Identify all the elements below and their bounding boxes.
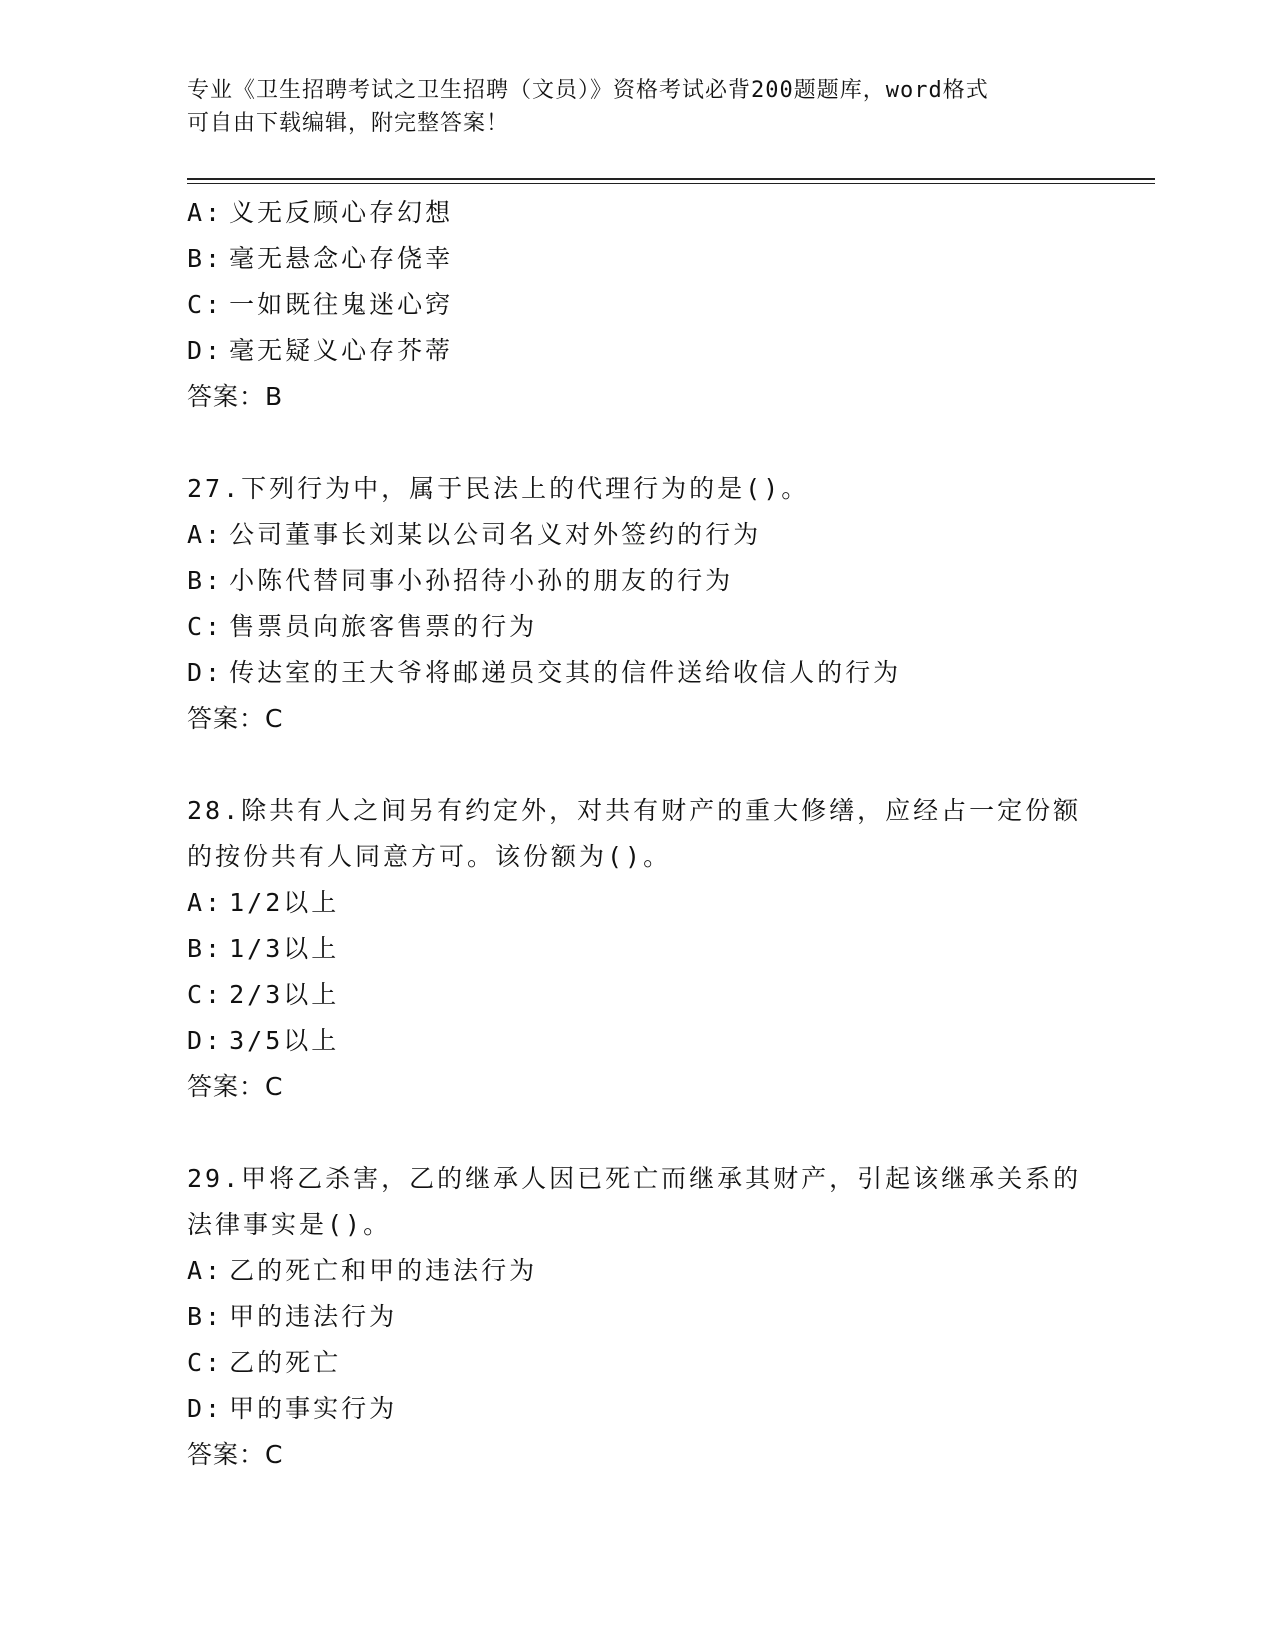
option-text: 义无反顾心存幻想 xyxy=(229,198,454,227)
option-d xyxy=(187,650,1087,696)
option-b xyxy=(187,1294,1087,1340)
option-label: B: xyxy=(187,934,224,963)
question-block-29 xyxy=(187,1156,1087,1478)
question-block-26 xyxy=(187,190,1087,420)
question-block-27 xyxy=(187,466,1087,742)
option-text: 甲的违法行为 xyxy=(229,1302,398,1331)
option-b xyxy=(187,558,1087,604)
option-d xyxy=(187,1018,1087,1064)
option-text: 小陈代替同事小孙招待小孙的朋友的行为 xyxy=(229,566,734,595)
header-line-1: 专业《卫生招聘考试之卫生招聘（文员）》资格考试必背200题题库，word格式 xyxy=(187,78,989,103)
option-text: 2/3以上 xyxy=(229,980,340,1009)
option-label: D: xyxy=(187,1394,224,1423)
option-a xyxy=(187,1248,1087,1294)
option-label: B: xyxy=(187,1302,224,1331)
question-text: 28.除共有人之间另有约定外，对共有财产的重大修缮，应经占一定份额的按份共有人同意方可。该份额为()。 xyxy=(187,796,1082,871)
header-divider-thin xyxy=(187,183,1155,184)
option-text: 乙的死亡和甲的违法行为 xyxy=(229,1256,538,1285)
option-c xyxy=(187,1340,1087,1386)
option-text: 售票员向旅客售票的行为 xyxy=(229,612,538,641)
option-label: D: xyxy=(187,1026,224,1055)
answer-line: 答案：B xyxy=(187,382,284,411)
option-label: B: xyxy=(187,244,224,273)
option-label: C: xyxy=(187,612,224,641)
option-c xyxy=(187,604,1087,650)
option-text: 1/3以上 xyxy=(229,934,340,963)
option-b xyxy=(187,236,1087,282)
option-text: 3/5以上 xyxy=(229,1026,340,1055)
option-text: 乙的死亡 xyxy=(229,1348,342,1377)
question-list xyxy=(187,190,1087,1478)
option-a xyxy=(187,190,1087,236)
question-block-28 xyxy=(187,788,1087,1110)
option-text: 1/2以上 xyxy=(229,888,340,917)
option-text: 传达室的王大爷将邮递员交其的信件送给收信人的行为 xyxy=(229,658,902,687)
option-c xyxy=(187,972,1087,1018)
answer-line: 答案：C xyxy=(187,704,284,733)
option-label: A: xyxy=(187,888,224,917)
option-d xyxy=(187,328,1087,374)
header-line-2: 可自由下载编辑，附完整答案！ xyxy=(187,111,510,136)
option-label: C: xyxy=(187,1348,224,1377)
header-divider-thick xyxy=(187,178,1155,180)
option-a xyxy=(187,512,1087,558)
option-a xyxy=(187,880,1087,926)
option-text: 一如既往鬼迷心窍 xyxy=(229,290,454,319)
option-label: C: xyxy=(187,980,224,1009)
option-text: 公司董事长刘某以公司名义对外签约的行为 xyxy=(229,520,762,549)
document-header xyxy=(187,74,1087,140)
option-b xyxy=(187,926,1087,972)
option-label: A: xyxy=(187,198,224,227)
option-label: A: xyxy=(187,520,224,549)
option-label: C: xyxy=(187,290,224,319)
option-text: 毫无悬念心存侥幸 xyxy=(229,244,454,273)
option-text: 毫无疑义心存芥蒂 xyxy=(229,336,454,365)
option-text: 甲的事实行为 xyxy=(229,1394,398,1423)
answer-line: 答案：C xyxy=(187,1072,284,1101)
option-label: D: xyxy=(187,336,224,365)
option-d xyxy=(187,1386,1087,1432)
question-text: 27.下列行为中，属于民法上的代理行为的是()。 xyxy=(187,474,810,503)
option-label: B: xyxy=(187,566,224,595)
answer-line: 答案：C xyxy=(187,1440,284,1469)
question-text: 29.甲将乙杀害，乙的继承人因已死亡而继承其财产，引起该继承关系的法律事实是()。 xyxy=(187,1164,1082,1239)
option-label: D: xyxy=(187,658,224,687)
option-c xyxy=(187,282,1087,328)
option-label: A: xyxy=(187,1256,224,1285)
